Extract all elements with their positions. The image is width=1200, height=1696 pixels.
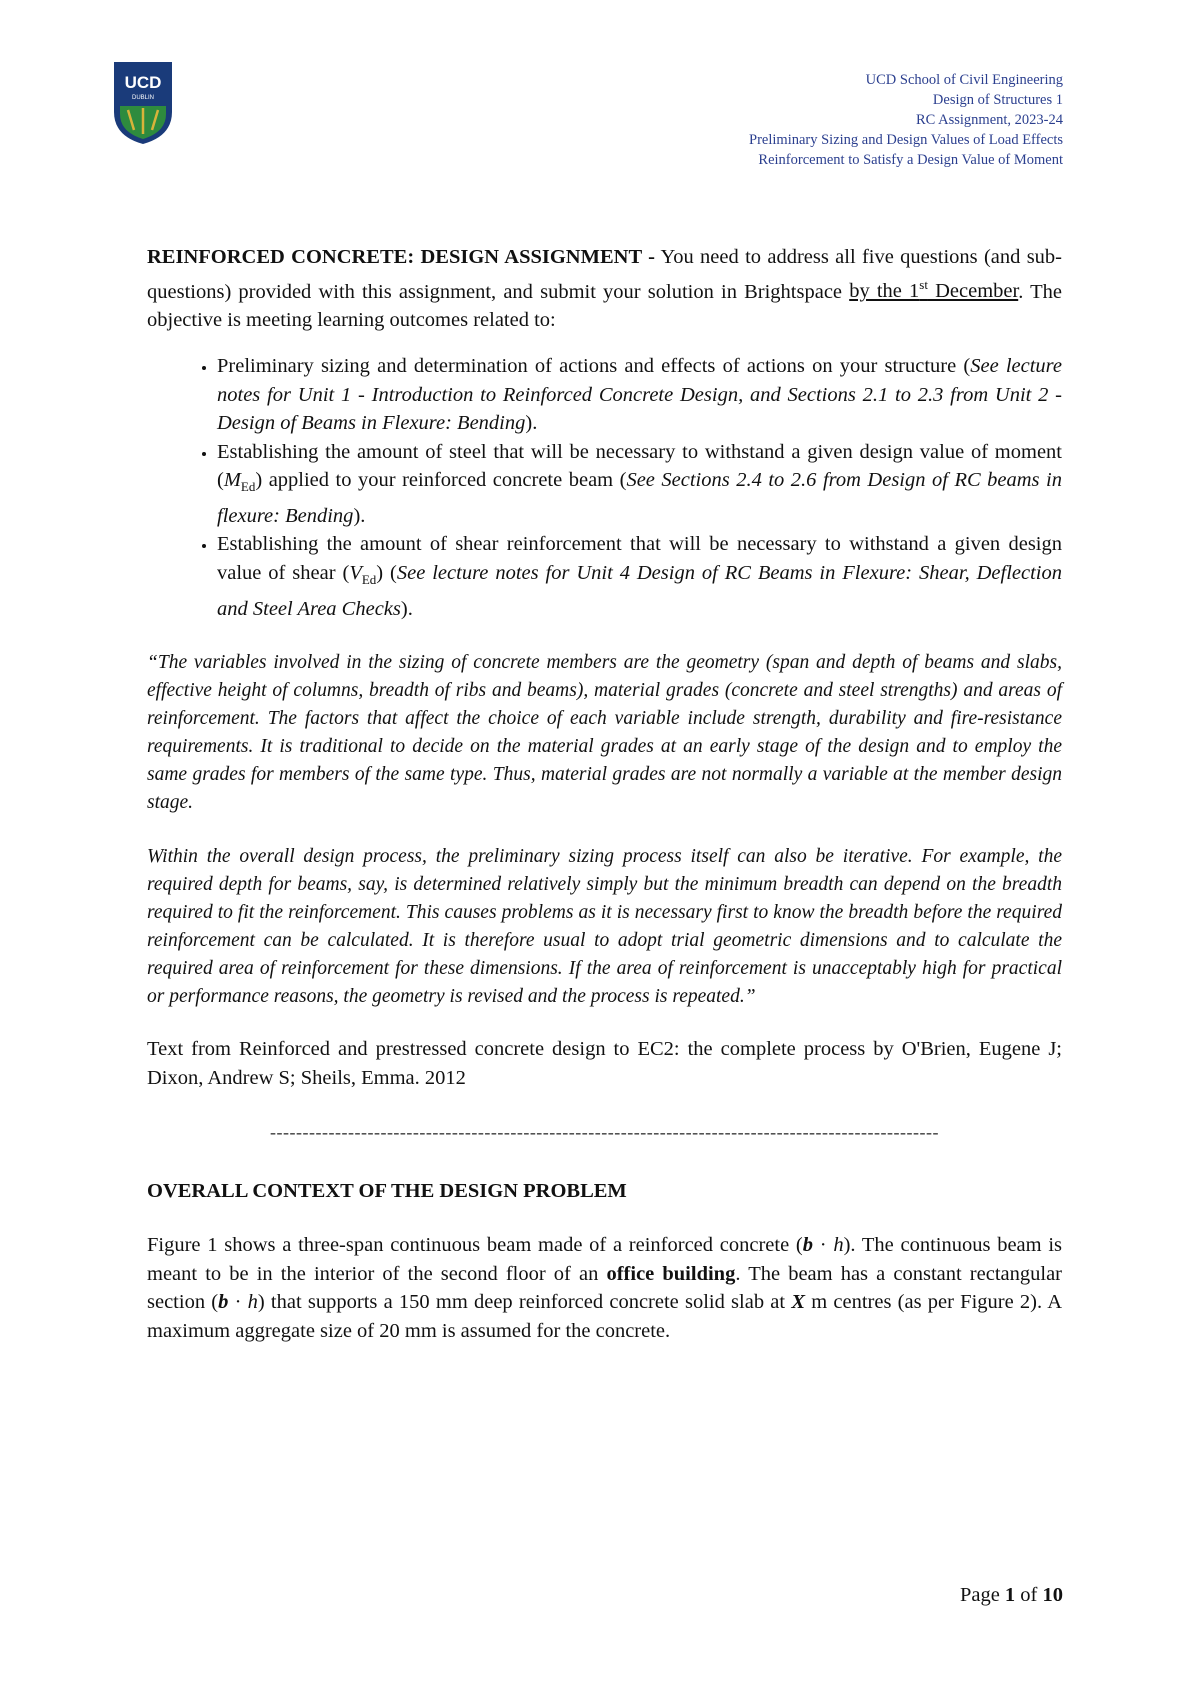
b2-end: ). — [353, 504, 366, 527]
intro-text-1: You need to address all five questions (and sub-questions) provided with this assignment, and submit your solution in Brightspace — [147, 246, 1063, 303]
context-text-3: . The beam has a constant rectangular section ( — [147, 1262, 1062, 1314]
quote-paragraph-1: “The variables involved in the sizing of concrete members are the geometry (span and depth of beams and slabs, effective height of columns, breadth of ribs and beams), material grades (concrete and steel strengths) and areas of reinforcement. The factors that affect the choice of each variable include strength, durability and fire-resistance requirements. It is traditional to decide on the material grades at an early stage of the design and to employ the same grades for members of the same type. Thus, material grades are not normally a variable at the member design stage. — [147, 652, 1062, 814]
b3-symbol: V — [349, 561, 362, 584]
divider: ------------------------------------------------------------------------------------------------------- — [270, 1122, 939, 1143]
document-header — [749, 70, 1063, 170]
dot-2: · — [228, 1291, 248, 1314]
b1-end: ). — [525, 412, 538, 435]
deadline-date: by the 1 — [849, 280, 920, 303]
context-paragraph — [147, 1231, 1062, 1345]
b1-italic: See lecture notes for Unit 1 - Introduction to Reinforced Concrete Design, and Sections 2.1 to 2.3 from Unit 2 - Design of Beams in Flexure: Bending — [217, 355, 1062, 435]
b2-text: Establishing the amount of steel that will be necessary to withstand a given design value of moment ( — [217, 440, 1062, 492]
context-text-4: ) that supports a 150 mm deep reinforced concrete solid slab at — [257, 1291, 792, 1314]
b3-italic: See lecture notes for Unit 4 Design of RC Beams in Flexure: Shear, Deflection and Steel Area Checks — [217, 561, 1062, 620]
logo-text: UCD — [124, 73, 162, 92]
b3-text: Establishing the amount of shear reinforcement that will be necessary to withstand a given design value of shear ( — [217, 533, 1062, 584]
list-item — [217, 530, 1062, 623]
symbol-h: h — [833, 1234, 844, 1257]
page-of: of — [1015, 1584, 1043, 1606]
header-module: Design of Structures 1 — [932, 92, 1063, 108]
intro-text-2: . The objective is meeting learning outcomes related to: — [147, 280, 1062, 331]
b2-symbol: M — [223, 469, 241, 492]
assignment-title: REINFORCED CONCRETE: DESIGN ASSIGNMENT - — [147, 246, 655, 268]
section-title: OVERALL CONTEXT OF THE DESIGN PROBLEM — [147, 1179, 627, 1202]
dot: · — [813, 1234, 834, 1257]
b1-text: Preliminary sizing and determination of actions and effects of actions on your structure ( — [217, 355, 971, 378]
learning-outcomes-list — [147, 352, 1062, 623]
context-text-5: m centres (as per Figure 2). A maximum aggregate size of 20 mm is assumed for the concrete. — [147, 1291, 1063, 1342]
logo-subtext: DUBLIN — [131, 95, 155, 101]
context-text-2: ). The continuous beam is meant to be in the interior of the second floor of an — [147, 1234, 1062, 1285]
ucd-logo — [112, 60, 174, 146]
header-topic-1: Preliminary Sizing and Design Values of Load Effects — [749, 132, 1063, 148]
b3-mid: ) ( — [376, 561, 397, 584]
citation: Text from Reinforced and prestressed concrete design to EC2: the complete process by O'Brien, Eugene J; Dixon, Andrew S; Sheils, Emma. 2012 — [147, 1038, 1062, 1089]
b2-italic: See Sections 2.4 to 2.6 from Design of RC beams in flexure: Bending — [217, 469, 1062, 527]
header-school: UCD School of Civil Engineering — [865, 72, 1063, 88]
office-building: office building — [606, 1262, 736, 1285]
deadline — [849, 277, 1019, 303]
current-page: 1 — [1004, 1584, 1016, 1606]
b2-mid: ) applied to your reinforced concrete beam ( — [255, 469, 627, 492]
symbol-h-2: h — [247, 1291, 258, 1314]
symbol-x: X — [791, 1291, 806, 1314]
header-assignment: RC Assignment, 2023-24 — [915, 112, 1063, 128]
quote-paragraph-2: Within the overall design process, the preliminary sizing process itself can also be iterative. For example, the required depth for beams, say, is determined relatively simply but the minimum breadth can depend on the breadth required to fit the reinforcement. This causes problems as it is necessary first to know the breadth before the required reinforcement can be calculated. It is therefore usual to adopt trial geometric dimensions and to calculate the required area of reinforcement for these dimensions. If the area of reinforcement is unacceptably high for practical or performance reasons, the geometry is revised and the process is repeated.” — [147, 846, 1062, 1008]
list-item — [217, 438, 1062, 531]
b3-subscript: Ed — [361, 572, 377, 588]
page-number — [960, 1584, 1063, 1607]
context-text-1: Figure 1 shows a three-span continuous beam made of a reinforced concrete ( — [147, 1234, 803, 1257]
header-topic-2: Reinforcement to Satisfy a Design Value of Moment — [758, 152, 1063, 168]
total-pages: 10 — [1042, 1584, 1063, 1606]
intro-paragraph — [147, 243, 1062, 334]
deadline-sup: st — [919, 277, 928, 293]
b3-end: ). — [400, 597, 413, 620]
document-body — [147, 243, 1062, 1345]
page-prefix: Page — [959, 1584, 1005, 1606]
symbol-b-2: b — [218, 1291, 229, 1314]
symbol-b: b — [802, 1234, 813, 1257]
b2-subscript: Ed — [240, 479, 256, 495]
list-item — [217, 352, 1062, 438]
deadline-month: December — [927, 280, 1019, 303]
